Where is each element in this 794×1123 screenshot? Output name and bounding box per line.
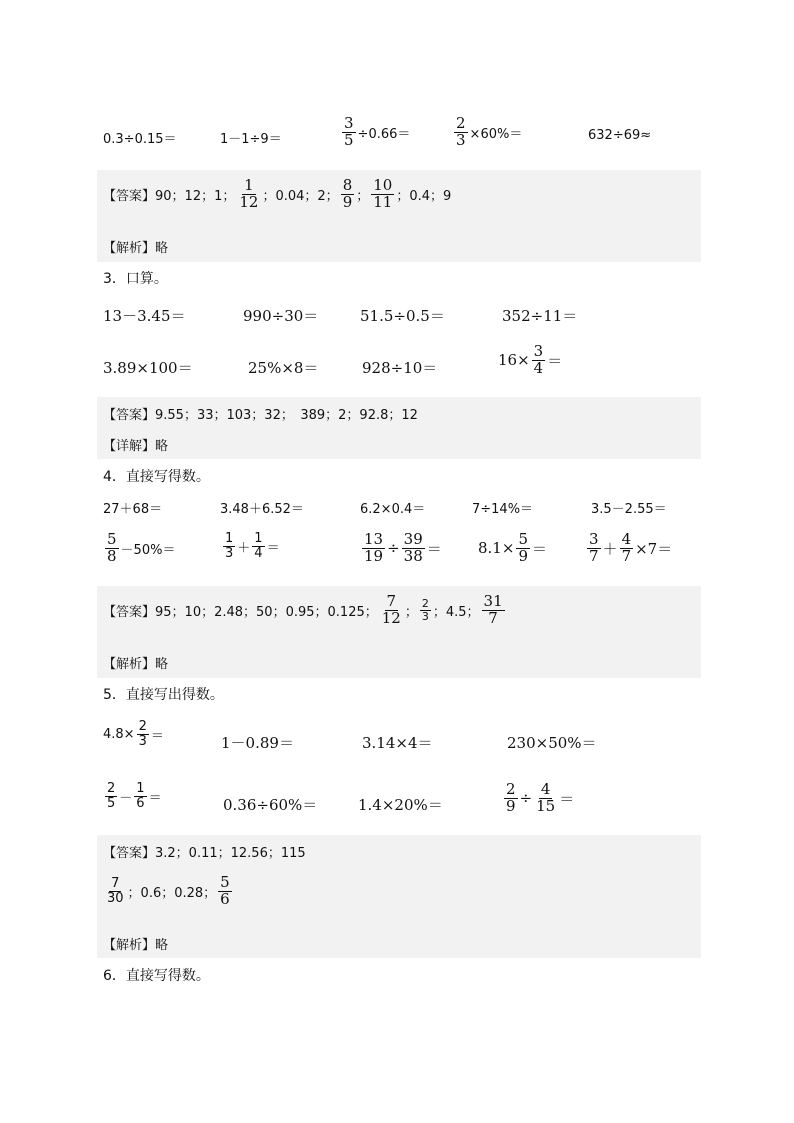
- q5-item-7: 1.4×20%＝: [358, 796, 443, 814]
- fraction: $\frac{1}{4}$: [254, 531, 263, 561]
- q4-item-1: 27＋68＝: [103, 502, 163, 517]
- fraction: $\frac{3}{4}$: [533, 342, 544, 377]
- q4-analysis: 【解析】略: [103, 657, 169, 672]
- q4-item-7: $\frac{1}{3}$ ＋ $\frac{1}{4}$ ＝: [225, 531, 280, 561]
- q4-item-8: $\frac{13}{19}$ ÷ $\frac{39}{38}$ ＝: [364, 530, 442, 565]
- q2-answer: 【答案】 90；12；1； $\frac{1}{12}$ ；0.04；2； $\frac{8}{9}$ ； $\frac{10}{11}$ ；0.4；9: [103, 176, 452, 211]
- q4-answer: 【答案】95；10；2.48；50；0.95；0.125； $\frac{7}{12}$ ； $\frac{2}{3}$ ；4.5； $\frac{31}{7}$: [103, 592, 503, 627]
- q4-item-2: 3.48＋6.52＝: [220, 502, 304, 517]
- fraction: $\frac{1}{12}$: [239, 176, 259, 211]
- q4-heading: 4．直接写得数。: [103, 469, 210, 485]
- fraction: $\frac{4}{7}$: [621, 530, 632, 565]
- fraction: $\frac{39}{38}$: [403, 530, 423, 565]
- fraction: $\frac{2}{3}$: [138, 719, 147, 749]
- fraction: $\frac{2}{5}$: [107, 781, 116, 811]
- q5-item-1: 4.8× $\frac{2}{3}$ ＝: [103, 719, 164, 749]
- q3-item-1: 13－3.45＝: [103, 307, 186, 325]
- q5-analysis: 【解析】略: [103, 938, 169, 953]
- q5-heading: 5．直接写出得数。: [103, 687, 224, 703]
- fraction: $\frac{31}{7}$: [483, 592, 503, 627]
- q5-item-8: $\frac{2}{9}$ ÷ $\frac{4}{15}$ ＝: [506, 780, 575, 815]
- q3-answer: 【答案】9.55；33；103；32； 389；2；92.8；12: [103, 408, 418, 423]
- fraction: $\frac{3}{7}$: [589, 530, 599, 565]
- q4-item-6: $\frac{5}{8}$ －50%＝: [107, 530, 176, 565]
- q4-item-5: 3.5－2.55＝: [591, 502, 667, 517]
- q3-item-4: 352÷11＝: [502, 307, 578, 325]
- q2-item-5: [588, 128, 651, 143]
- q3-item-5: 3.89×100＝: [103, 359, 193, 377]
- fraction: $\frac{13}{19}$: [364, 530, 384, 565]
- q4-item-3: 6.2×0.4＝: [360, 502, 426, 517]
- q4-item-10: $\frac{3}{7}$ ＋ $\frac{4}{7}$ ×7＝: [589, 530, 673, 565]
- fraction: $\frac{7}{30}$: [107, 876, 124, 906]
- q3-item-3: 51.5÷0.5＝: [360, 307, 445, 325]
- q3-item-2: 990÷30＝: [243, 307, 319, 325]
- fraction: $\frac{7}{12}$: [381, 592, 401, 627]
- fraction: $\frac{5}{8}$: [107, 530, 117, 565]
- q3-item-6: 25%×8＝: [248, 359, 319, 377]
- q5-item-6: 0.36÷60%＝: [223, 796, 318, 814]
- fraction: $\frac{2}{3}$: [456, 114, 466, 149]
- q2-analysis: 【解析】略: [103, 241, 169, 256]
- q3-analysis: 【详解】略: [103, 439, 169, 454]
- q5-item-3: 3.14×4＝: [362, 734, 433, 752]
- q2-item-2-text: 1－1÷9＝: [220, 132, 282, 147]
- q2-item-5-text: 632÷69≈: [588, 128, 652, 143]
- q5-item-5: $\frac{2}{5}$ － $\frac{1}{6}$ ＝: [107, 781, 162, 811]
- q3-item-7: 928÷10＝: [362, 359, 438, 377]
- fraction: $\frac{8}{9}$: [342, 176, 353, 211]
- fraction: $\frac{10}{11}$: [373, 176, 393, 211]
- q5-answer-line2: $\frac{7}{30}$ ；0.6；0.28； $\frac{5}{6}$: [107, 873, 230, 908]
- q2-item-4-text: ×60%＝: [469, 126, 523, 142]
- q2-item-4: [452, 116, 522, 149]
- q2-item-3: [340, 116, 410, 149]
- q2-item-3-text: ÷0.66＝: [357, 126, 411, 142]
- fraction: $\frac{1}{6}$: [136, 781, 145, 811]
- q2-item-1-text: 0.3÷0.15＝: [103, 132, 177, 147]
- q6-heading: 6．直接写得数。: [103, 968, 210, 984]
- fraction: $\frac{4}{15}$: [536, 780, 556, 815]
- q4-item-4: 7÷14%＝: [472, 502, 534, 517]
- q5-answer-line1: 【答案】3.2；0.11；12.56；115: [103, 846, 306, 861]
- fraction: $\frac{5}{6}$: [220, 873, 230, 908]
- q3-heading: 3．口算。: [103, 271, 168, 287]
- q4-item-9: 8.1× $\frac{5}{9}$ ＝: [478, 530, 547, 565]
- q5-item-4: 230×50%＝: [507, 734, 597, 752]
- fraction: $\frac{5}{9}$: [518, 530, 528, 565]
- q3-item-8: 16× $\frac{3}{4}$ ＝: [498, 342, 563, 377]
- fraction: $\frac{3}{5}$: [344, 114, 354, 149]
- fraction: $\frac{2}{3}$: [421, 597, 429, 623]
- q2-item-1: [103, 128, 177, 147]
- fraction: $\frac{1}{3}$: [225, 531, 234, 561]
- q5-item-2: 1－0.89＝: [221, 734, 294, 752]
- q2-item-2: [220, 128, 282, 147]
- fraction: $\frac{2}{9}$: [506, 780, 516, 815]
